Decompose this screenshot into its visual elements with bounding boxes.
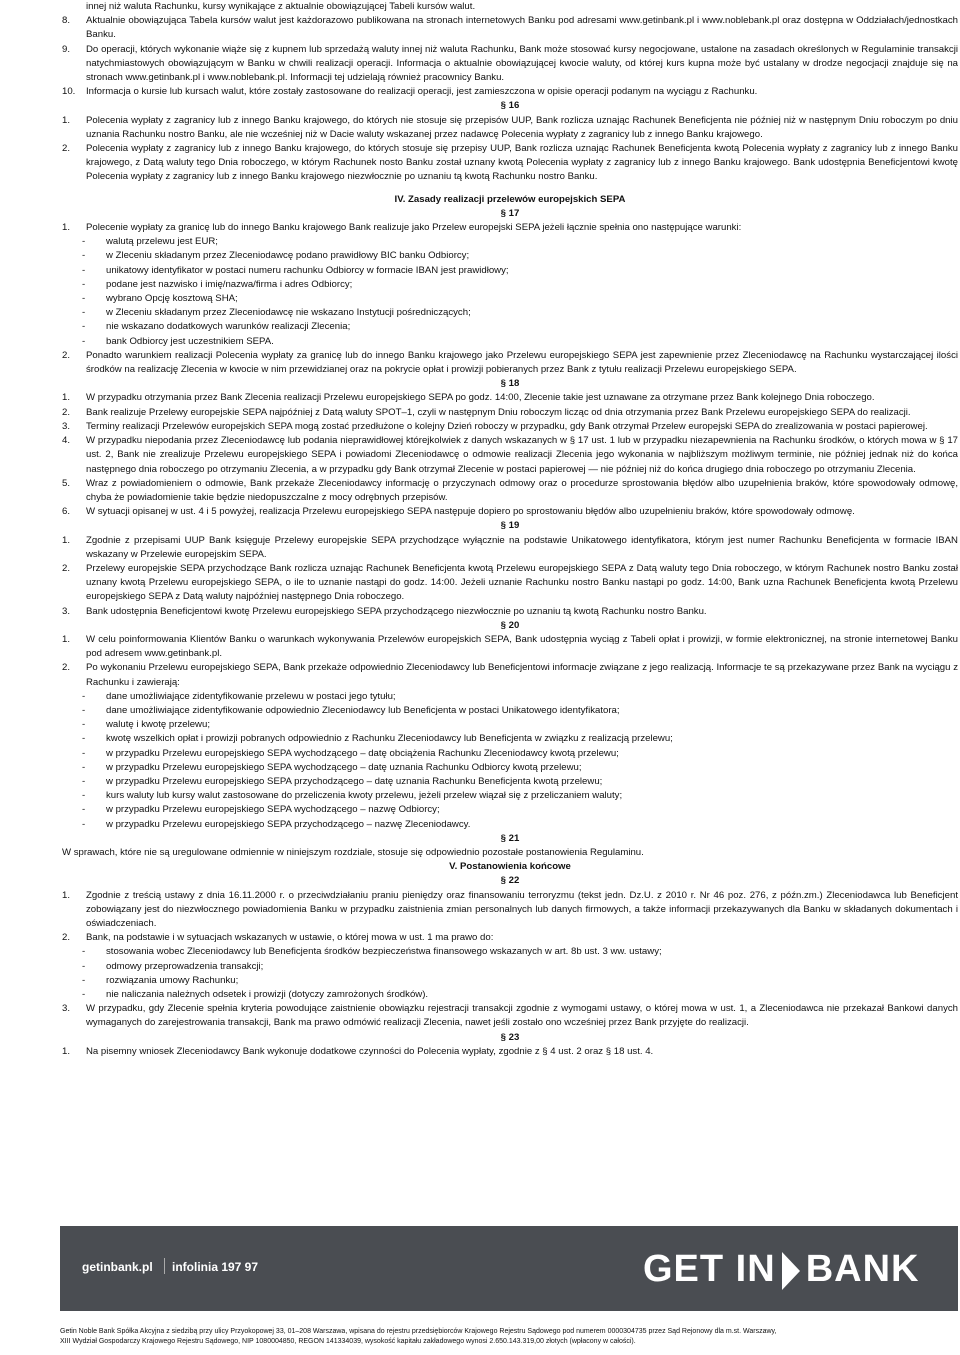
numbered-item: 1. Zgodnie z treścią ustawy z dnia 16.11.2000 r. o przeciwdziałaniu praniu pieniędzy oraz finansowaniu terroryzmu (tekst jedn. Dz.U. z 2010 r. Nr 46 poz. 276, z późn.zm.) Zleceniodawca lub Beneficjent zobowiązany jest do niezwłocznego powiadomienia Banku w przypadku zaistnienia zmian personalnych lub danych firmowych, a także informacji przekazywanych dla Banku w składanych dokumentach i oświadczeniach.: [62, 889, 958, 929]
dash-item: - odmowy przeprowadzenia transakcji;: [82, 960, 264, 972]
footer-divider: [164, 1258, 165, 1274]
numbered-item: 4. W przypadku niepodania przez Zleceniodawcę lub podania nieprawidłowej którejkolwiek z danych wskazanych w § 17 ust. 1 lub w przypadku niezapewnienia na Rachunku środków, o których mowa w § 17 ust. 2, Bank nie zrealizuje Przelewu europejskiego SEPA i powiadomi Zleceniodawcę o odmowie realizacji Zlecenia jego wykonania w najbliższym możliwym terminie, nie później jednak niż do końca następnego dnia roboczego po otrzymaniu Zlecenia, a w przypadku gdy Bank otrzymał Zlecenie w postaci papierowej — nie później niż do końca drugiego dnia roboczego po otrzymaniu Zlecenia.: [62, 435, 958, 475]
getin-bank-logo: GET IN BANK: [643, 1248, 920, 1290]
paragraph-heading: § 23: [500, 1031, 520, 1043]
numbered-item: 1. Zgodnie z przepisami UUP Bank księguje Przelewy europejskie SEPA przychodzące wyłącznie na podstawie Unikatowego identyfikatora, którym jest numer Rachunku Beneficjenta w formacie IBAN wskazany w Przelewie europejskim SEPA.: [62, 534, 958, 560]
footer-website[interactable]: getinbank.pl: [82, 1260, 153, 1274]
dash-item: - dane umożliwiające zidentyfikowanie odpowiednio Zleceniodawcy lub Beneficjenta w postaci Unikatowego identyfikatora;: [82, 704, 620, 716]
section-heading: IV. Zasady realizacji przelewów europejskich SEPA: [394, 193, 626, 205]
dash-item: - walutę i kwotę przelewu;: [82, 719, 210, 731]
legal-line: Getin Noble Bank Spółka Akcyjna z siedzibą przy ulicy Przyokopowej 33, 01–208 Warszawa, wpisana do rejestru przedsiębiorców Krajowego Rejestru Sądowego pod numerem 0000304735 przez Sąd Rejonowy dla m.st. Warszawy,: [60, 1328, 777, 1335]
legal-line: XIII Wydział Gospodarczy Krajowego Rejestru Sądowego, NIP 1080004850, REGON 141334039, wysokość kapitału zakładowego wynosi 2.650.143.319,00 złotych (wpłacony w całości).: [60, 1338, 636, 1345]
paragraph-heading: § 21: [500, 832, 520, 844]
footer-banner: [60, 1226, 958, 1311]
dash-item: - w Zleceniu składanym przez Zleceniodawcę nie wskazano Instytucji pośredniczących;: [82, 307, 471, 319]
numbered-item: 1. Na pisemny wniosek Zleceniodawcy Bank wykonuje dodatkowe czynności do Polecenia wypłaty, zgodnie z § 4 ust. 2 oraz § 18 ust. 4.: [62, 1045, 654, 1057]
dash-item: - kwotę wszelkich opłat i prowizji pobranych odpowiednio z Rachunku Zleceniodawcy lub Beneficjenta w związku z realizacją przelewu;: [82, 733, 673, 745]
dash-item: - w przypadku Przelewu europejskiego SEPA przychodzącego – datę uznania Rachunku Beneficjenta kwotą przelewu;: [82, 775, 603, 787]
numbered-item: 2. Bank realizuje Przelewy europejskie SEPA najpóźniej z Datą waluty SPOT–1, czyli w następnym Dniu roboczym licząc od dnia otrzymania przez Bank Przelewu europejskiego SEPA do realizacji.: [62, 406, 911, 418]
numbered-item: 5. Wraz z powiadomieniem o odmowie, Bank przekaże Zleceniodawcy informację o przyczynach odmowy oraz o procedurze sprostowania błędów albo uzupełnienia braków, które spowodowały odmowę, chyba że powiadomienie takie będzie niedopuszczalne z mocy odrębnych przepisów.: [62, 477, 958, 503]
dash-item: - w przypadku Przelewu europejskiego SEPA przychodzącego – nazwę Zleceniodawcy.: [82, 818, 471, 830]
dash-item: - w przypadku Przelewu europejskiego SEPA wychodzącego – datę uznania Rachunku Odbiorcy kwotą przelewu;: [82, 761, 582, 773]
dash-item: - nie wskazano dodatkowych warunków realizacji Zlecenia;: [82, 321, 351, 333]
numbered-item: 2. Polecenia wypłaty z zagranicy lub z innego Banku krajowego, do których stosuje się przepisy UUP, Bank rozlicza uznając Rachunek Beneficjenta kwotą Polecenia wypłaty z zagranicy lub z innego Banku krajowego, z Datą waluty tego Dnia roboczego, w którym Rachunek nosto Banku został uznany kwotą Polecenia wypłaty z zagranicy lub z innego Banku krajowego. Bank udostępnia Beneficjentowi kwotę Polecenia wypłaty z zagranicy lub z innego Banku krajowego niezwłocznie po uznaniu tą kwotą Rachunku nostro Banku.: [62, 143, 958, 183]
paragraph: W sprawach, które nie są uregulowane odmiennie w niniejszym rozdziale, stosuje się odpowiednio pozostałe postanowienia Regulaminu.: [62, 846, 644, 858]
numbered-item: 1. Polecenie wypłaty za granicę lub do innego Banku krajowego Bank realizuje jako Przelew europejski SEPA jeżeli łącznie spełnia ono następujące warunki:: [62, 222, 742, 234]
dash-item: - kurs waluty lub kursy walut zastosowane do przeliczenia kwoty przelewu, jeżeli przelew wiązał się z przeliczaniem waluty;: [82, 790, 623, 802]
dash-item: - w Zleceniu składanym przez Zleceniodawcę podano prawidłowy BIC banku Odbiorcy;: [82, 250, 470, 262]
numbered-item: 3. Terminy realizacji Przelewów europejskich SEPA mogą zostać przedłużone o kolejny Dzień roboczy w przypadku, gdy Bank otrzymał Przelew europejski SEPA do zrealizowania w postaci papierowej.: [62, 420, 928, 432]
document-body: [62, 0, 958, 1059]
numbered-item: 1. Polecenia wypłaty z zagranicy lub z innego Banku krajowego, do których nie stosuje się przepisów UUP, Bank rozlicza uznając Rachunek Beneficjenta nie później niż w następnym Dniu roboczym po dniu uznania Rachunku nostro Banku, ale nie wcześniej niż w Dacie waluty wskazanej przez nadawcę Polecenia wypłaty z zagranicy lub z innego Banku krajowego.: [62, 114, 958, 140]
legal-footer: [60, 1327, 958, 1347]
dash-item: - w przypadku Przelewu europejskiego SEPA wychodzącego – nazwę Odbiorcy;: [82, 804, 440, 816]
numbered-item: 1. W przypadku otrzymania przez Bank Zlecenia realizacji Przelewu europejskiego SEPA po godz. 14:00, Zlecenie takie jest uznawane za otrzymane przez Bank kolejnego Dnia roboczego.: [62, 392, 875, 404]
dash-item: - stosowania wobec Zleceniodawcy lub Beneficjenta środków bezpieczeństwa finansowego wskazanych w art. 8b ust. 3 ww. ustawy;: [82, 946, 662, 958]
numbered-item: 8. Aktualnie obowiązująca Tabela kursów walut jest każdorazowo publikowana na stronach internetowych Banku pod adresami www.getinbank.pl i www.noblebank.pl oraz dostępna w Oddziałach/jednostkach Banku.: [62, 15, 958, 41]
dash-item: - unikatowy identyfikator w postaci numeru rachunku Odbiorcy w formacie IBAN jest prawidłowy;: [82, 264, 509, 276]
numbered-item: 2. Ponadto warunkiem realizacji Polecenia wypłaty za granicę lub do innego Banku krajowego jako Przelewu europejskiego SEPA jest zapewnienie przez Zleceniodawcę na Rachunku wystarczającej ilości środków na realizację Zlecenia w kwocie w nim przewidzianej oraz na pokrycie opłat i prowizji pobieranych przez Bank z tytułu realizacji Przelewu europejskiego SEPA.: [62, 349, 958, 376]
numbered-item: 2. Przelewy europejskie SEPA przychodzące Bank rozlicza uznając Rachunek Beneficjenta kwotą Przelewu europejskiego SEPA z Datą waluty tego Dnia roboczego, w którym Rachunek nostro Banku został uznany kwotą Przelewu europejskiego SEPA, o ile to uznanie nastąpi do godz. 14:00. Jeżeli uznanie Rachunku nostro Banku nastąpi po godz. 14:00, Bank uzna Rachunek Beneficjenta kwotą Przelewu europejskiego SEPA z Datą waluty najpóźniej następnego Dnia roboczego.: [62, 562, 958, 603]
dash-item: - dane umożliwiające zidentyfikowanie przelewu w postaci jego tytułu;: [82, 690, 396, 702]
arrow-icon: [782, 1252, 800, 1290]
paragraph-heading: § 18: [500, 378, 520, 390]
numbered-item: 3. Bank udostępnia Beneficjentowi kwotę Przelewu europejskiego SEPA przychodzącego niezwłocznie po uznaniu tą kwotą Rachunku nostro Banku.: [62, 605, 707, 617]
dash-item: - walutą przelewu jest EUR;: [82, 236, 218, 248]
paragraph-heading: § 22: [500, 875, 520, 887]
dash-item: - w przypadku Przelewu europejskiego SEPA wychodzącego – datę obciążenia Rachunku Zleceniodawcy kwotą przelewu;: [82, 747, 619, 759]
numbered-item: 1. W celu poinformowania Klientów Banku o warunkach wykonywania Przelewów europejskich SEPA, Bank udostępnia wyciąg z Tabeli opłat i prowizji, w formie elektronicznej, na stronie internetowej Banku pod adresem www.getinbank.pl.: [62, 633, 958, 660]
paragraph-heading: § 19: [500, 520, 520, 532]
footer-hotline: infolinia 197 97: [172, 1260, 259, 1274]
numbered-item: 10. Informacja o kursie lub kursach walut, które zostały zastosowane do realizacji operacji, jest zamieszczona w opisie operacji podanym na wyciągu z Rachunku.: [62, 86, 758, 98]
dash-item: - nie naliczania należnych odsetek i prowizji (dotyczy zamrożonych środków).: [82, 989, 429, 1001]
numbered-item: 2. Po wykonaniu Przelewu europejskiego SEPA, Bank przekaże odpowiednio Zleceniodawcy lub Beneficjentowi informacje związane z jego realizacją. Informacje te są przekazywane przez Bank na wyciągu z Rachunku i zawierają:: [62, 662, 958, 688]
numbered-item: 9. Do operacji, których wykonanie wiąże się z kupnem lub sprzedażą waluty innej niż waluta Rachunku, Bank może stosować kursy negocjowane, ustalone na zasadach określonych w Regulaminie transakcji natychmiastowych obowiązującym w Banku w chwili realizacji operacji. Informacja o aktualnie obowiązującej kwocie waluty, od której kurs kupna może być ustalany w drodze negocjacji znajduje się na stronach www.getinbank.pl i www.noblebank.pl. Informacji tej udzielają również pracownicy Banku.: [62, 43, 958, 84]
paragraph-heading: § 17: [500, 207, 520, 219]
numbered-item: 3. W przypadku, gdy Zlecenie spełnia kryteria powodujące zaistnienie obowiązku rejestracji transakcji zgodnie z wymogami ustawy, o której mowa w ust. 1, a Zleceniodawca nie przekazał Bankowi danych wymaganych do zarejestrowania transakcji, Bank ma prawo odmówić realizacji Zlecenia, nawet jeśli zostało ono wcześniej przez Bank przyjęte do realizacji.: [62, 1003, 958, 1029]
dash-item: - rozwiązania umowy Rachunku;: [82, 974, 239, 986]
paragraph-heading: § 16: [500, 100, 520, 112]
dash-item: - bank Odbiorcy jest uczestnikiem SEPA.: [82, 335, 274, 347]
numbered-item: 2. Bank, na podstawie i w sytuacjach wskazanych w ustawie, o której mowa w ust. 1 ma prawo do:: [62, 932, 494, 944]
numbered-item: 6. W sytuacji opisanej w ust. 4 i 5 powyżej, realizacja Przelewu europejskiego SEPA następuje dopiero po sprostowaniu błędów albo uzupełnieniu braków, które spowodowały odmowę.: [62, 506, 855, 518]
section-heading: V. Postanowienia końcowe: [449, 861, 571, 873]
dash-item: - wybrano Opcję kosztową SHA;: [82, 293, 238, 305]
paragraph-heading: § 20: [500, 619, 520, 631]
dash-item: - podane jest nazwisko i imię/nazwa/firma i adres Odbiorcy;: [82, 278, 353, 290]
paragraph: innej niż waluta Rachunku, kursy wynikające z aktualnie obowiązującej Tabeli kursów walut.: [86, 1, 476, 12]
